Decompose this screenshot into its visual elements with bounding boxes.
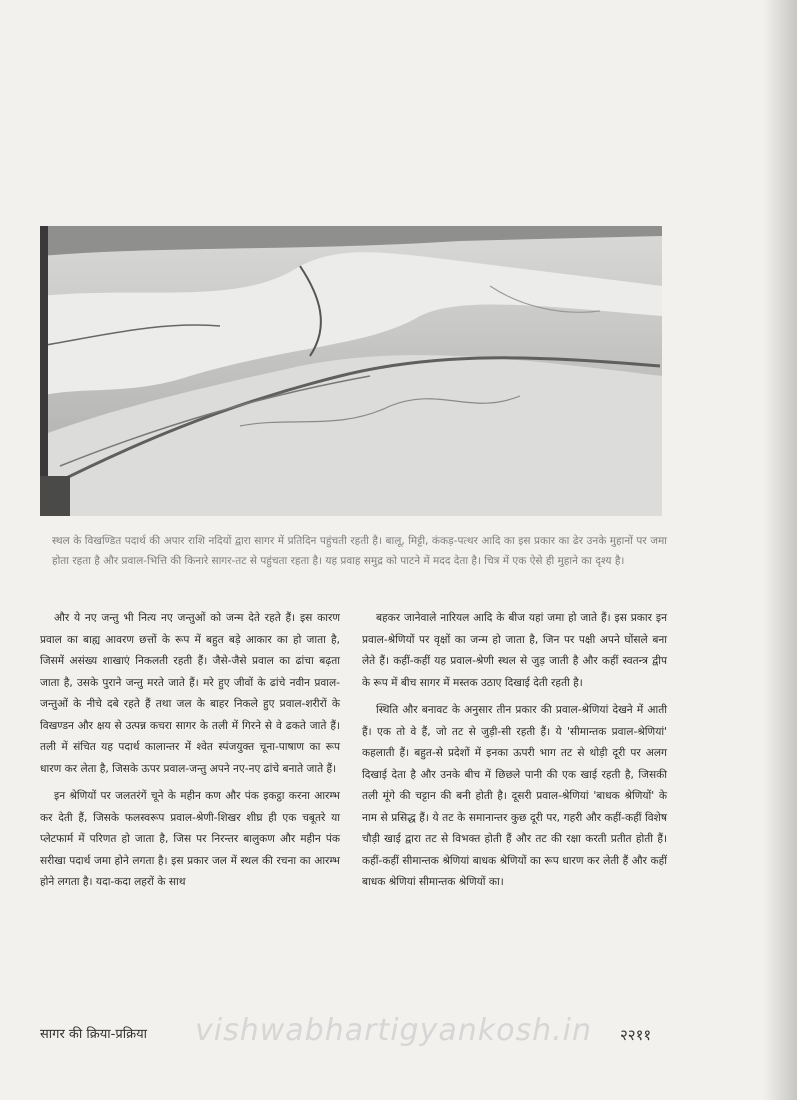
river-delta-image (40, 226, 662, 516)
photo-caption: स्थल के विखण्डित पदार्थ की अपार राशि नदियों द्वारा सागर में प्रतिदिन पहुंचती रहती है। बालू, मिट्टी, कंकड़-पत्थर आदि का इस प्रकार का ढेर उनके मुहानों पर जमा होता रहता है और प्रवाल-भित्ति की किनारे सागर-तट से पहुंचता रहता है। यह प्रवाह समुद्र को पाटने में मदद देता है। चित्र में एक ऐसे ही मुहाने का दृश्य है। (52, 535, 667, 567)
aerial-river-delta-photo (40, 226, 662, 516)
right-paragraph-2: स्थिति और बनावट के अनुसार तीन प्रकार की प्रवाल-श्रेणियां देखने में आती हैं। एक तो वे हैं, जो तट से जुड़ी-सी रहती हैं। ये 'सीमान्तक प्रवाल-श्रेणियां' कहलाती हैं। बहुत-से प्रदेशों में इनका ऊपरी भाग तट से थोड़ी दूरी पर अलग दिखाई देता है और उनके बीच में छिछले पानी की एक खाई रहती है, जिसकी तली मूंगे की चट्टान की बनी होती है। दूसरी प्रवाल-श्रेणियां 'बाधक श्रेणियों' के नाम से प्रसिद्ध हैं। ये तट के समानान्तर कुछ दूरी पर, गहरी और कहीं-कहीं विशेष चौड़ी खाई द्वारा तट से विभक्त होती हैं और तट की रक्षा करती प्रतीत होती हैं। कहीं-कहीं सीमान्तक श्रेणियां बाधक श्रेणियों का रूप धारण कर लेती हैं और कहीं बाधक श्रेणियां सीमान्तक श्रेणियों का। (362, 704, 667, 888)
right-column (362, 608, 667, 894)
page-number: २२११ (620, 1026, 652, 1044)
left-paragraph-1: और ये नए जन्तु भी नित्य नए जन्तुओं को जन्म देते रहते हैं। इस कारण प्रवाल का बाह्य आवरण छत्तों के रूप में बहुत बड़े आकार का हो जाता है, जिसमें असंख्य शाखाएं निकलती रहती हैं। जैसे-जैसे प्रवाल का ढांचा बढ़ता जाता है, उसके पुराने जन्तु मरते जाते हैं। मरे हुए जीवों के ढांचे नवीन प्रवाल-जन्तुओं के नीचे दबे रहते हैं तथा जल के बाहर निकले हुए प्रवाल-शरीरों के विखण्डन और क्षय से उत्पन्न कचरा सागर के तली में गिरने से वे ढकते जाते हैं। तली में संचित यह पदार्थ कालान्तर में श्वेत स्पंजयुक्त चूना-पाषाण का रूप धारण कर लेता है, जिसके ऊपर प्रवाल-जन्तु अपने नए-नए ढांचे बनाते जाते हैं। (40, 612, 340, 775)
running-footer-title: सागर की क्रिया-प्रक्रिया (40, 1027, 148, 1042)
site-watermark: vishwabhartigyankosh.in (195, 1013, 592, 1048)
page-gutter-shadow (763, 0, 797, 1100)
left-paragraph-2: इन श्रेणियों पर जलतरंगें चूने के महीन कण और पंक इकट्ठा करना आरम्भ कर देती हैं, जिसके फलस्वरूप प्रवाल-श्रेणी-शिखर शीघ्र ही एक चबूतरे या प्लेटफार्म में परिणत हो जाता है, जिस पर निरन्तर बालुकण और महीन पंक सरीखा पदार्थ जमा होने लगता है। इस प्रकार जल में स्थल की रचना का आरम्भ होने लगता है। यदा-कदा लहरों के साथ (40, 790, 340, 888)
left-column (40, 608, 340, 894)
right-paragraph-1: बहकर जानेवाले नारियल आदि के बीज यहां जमा हो जाते हैं। इस प्रकार इन प्रवाल-श्रेणियों पर वृक्षों का जन्म हो जाता है, जिन पर पक्षी अपने घोंसले बना लेते हैं। कहीं-कहीं यह प्रवाल-श्रेणी स्थल से जुड़ जाती है और कहीं स्वतन्त्र द्वीप के रूप में बीच सागर में मस्तक उठाए दिखाई देती रहती है। (362, 612, 667, 689)
